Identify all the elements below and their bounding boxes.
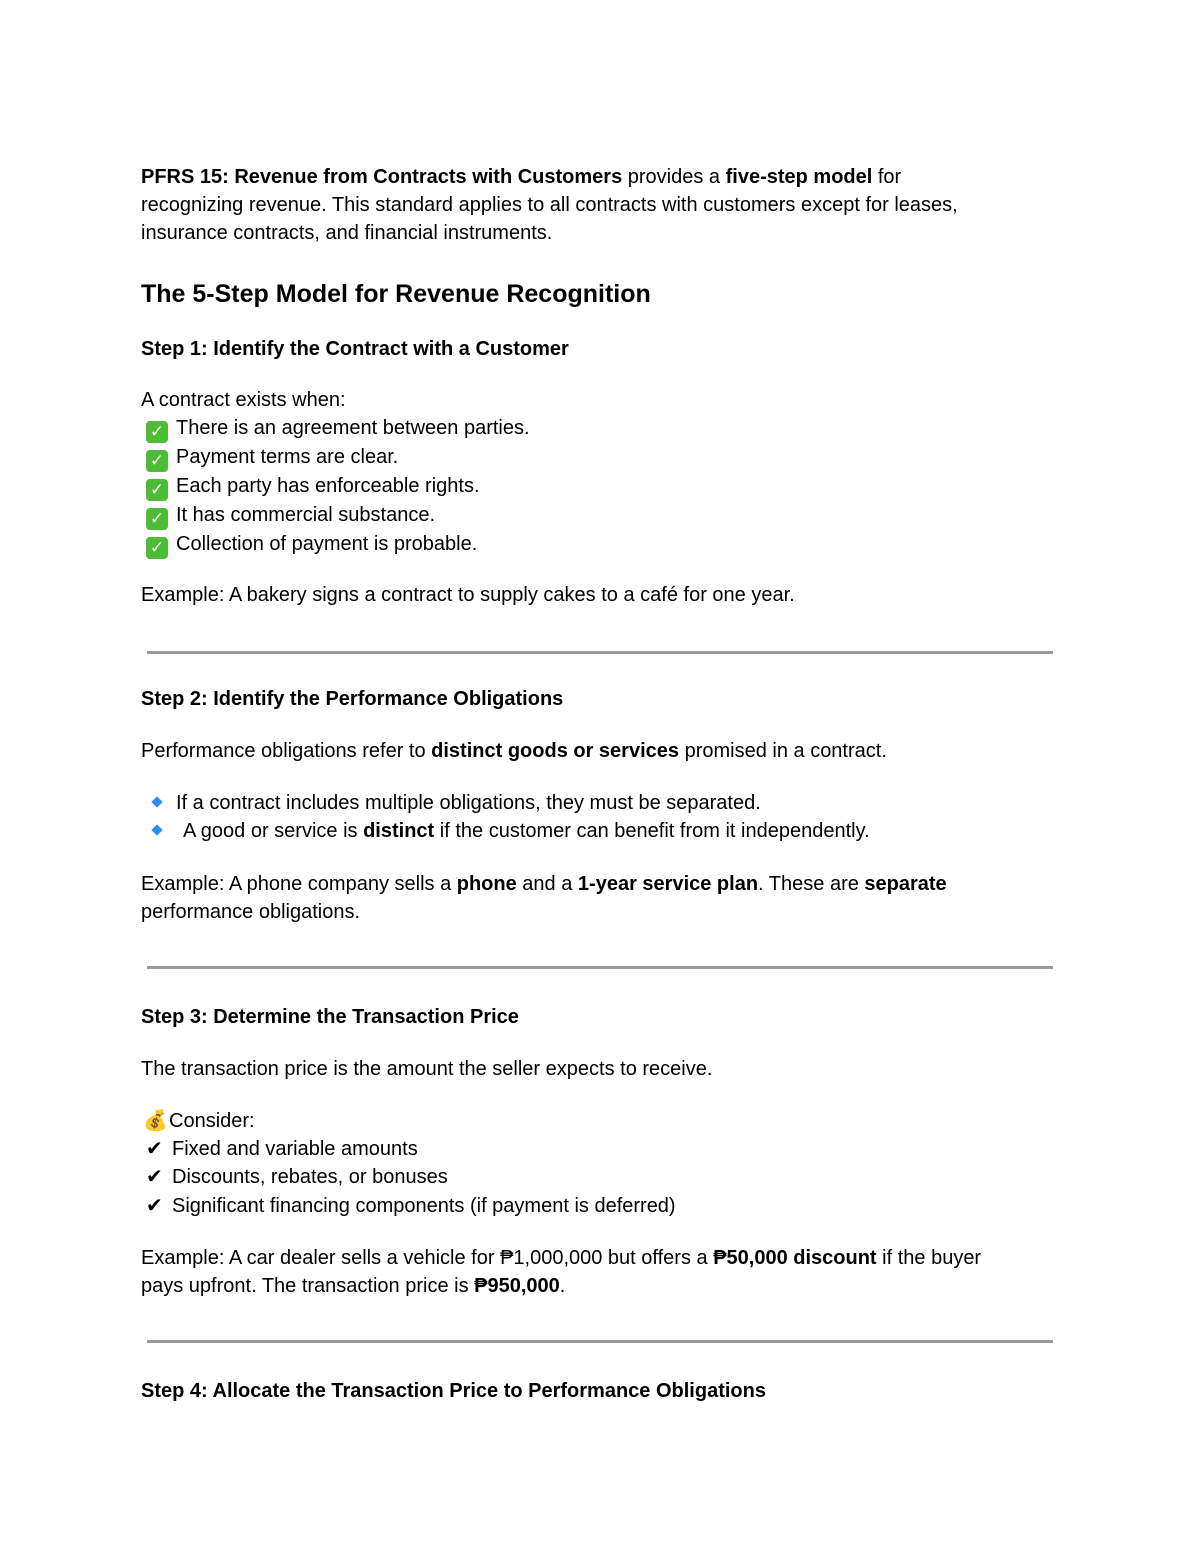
list-item-text: If a contract includes multiple obligations, they must be separated. bbox=[176, 792, 761, 814]
example-text: performance obligations. bbox=[141, 901, 361, 924]
example-text: and a bbox=[516, 873, 578, 895]
small-blue-diamond-icon bbox=[151, 825, 162, 836]
step1-title: Step 1: Identify the Contract with a Customer bbox=[141, 338, 569, 360]
small-blue-diamond-icon bbox=[151, 796, 162, 807]
list-item-bold: distinct bbox=[363, 820, 435, 843]
list-item-text: if the customer can benefit from it independently. bbox=[434, 820, 870, 843]
lead-bold: distinct goods or services bbox=[431, 740, 680, 762]
list-item bbox=[141, 530, 1061, 559]
list-item-text: Payment terms are clear. bbox=[176, 446, 399, 469]
intro-paragraph bbox=[141, 163, 1061, 248]
list-item-text: Fixed and variable amounts bbox=[172, 1138, 418, 1161]
list-item bbox=[141, 1192, 1061, 1220]
intro-model-bold: five-step model bbox=[725, 166, 873, 188]
list-item bbox=[141, 414, 1061, 443]
example-text: pays upfront. The transaction price is bbox=[141, 1275, 475, 1298]
list-item bbox=[141, 1135, 1061, 1163]
list-item bbox=[141, 1107, 1061, 1135]
example-text: if the buyer bbox=[876, 1247, 982, 1269]
example-text: . These are bbox=[758, 873, 865, 895]
intro-standard-name: PFRS 15: Revenue from Contracts with Customers bbox=[141, 166, 623, 188]
intro-text: for bbox=[872, 166, 902, 188]
step3-lead bbox=[141, 1055, 1061, 1083]
step2-example bbox=[141, 870, 1061, 926]
example-bold: phone bbox=[456, 873, 517, 895]
intro-text: provides a bbox=[622, 166, 726, 188]
example-text: Example: A bakery signs a contract to supply cakes to a café for one year. bbox=[141, 584, 795, 606]
money-bag-icon: 💰 bbox=[143, 1110, 168, 1132]
heavy-check-icon: ✔ bbox=[146, 1194, 163, 1217]
list-item-text: Consider: bbox=[169, 1110, 255, 1132]
step1-example bbox=[141, 581, 1061, 609]
example-bold: 1-year service plan bbox=[577, 873, 759, 895]
step3-list bbox=[141, 1107, 1061, 1220]
white-check-mark-icon: ✓ bbox=[146, 508, 168, 530]
white-check-mark-icon: ✓ bbox=[146, 479, 168, 501]
horizontal-rule bbox=[147, 651, 1053, 654]
step2-lead bbox=[141, 737, 1061, 765]
list-item bbox=[141, 501, 1061, 530]
example-bold: ₱50,000 discount bbox=[713, 1247, 877, 1269]
horizontal-rule bbox=[147, 1340, 1053, 1343]
list-item-text: Collection of payment is probable. bbox=[176, 533, 478, 556]
example-text: Example: A car dealer sells a vehicle for ₱1,000,000 but offers a bbox=[141, 1247, 714, 1269]
horizontal-rule bbox=[147, 966, 1053, 969]
list-item-text: Significant financing components (if payment is deferred) bbox=[172, 1194, 676, 1217]
intro-line-2: recognizing revenue. This standard applies to all contracts with customers except for leases, bbox=[141, 194, 958, 217]
white-check-mark-icon: ✓ bbox=[146, 450, 168, 472]
example-text: Example: A phone company sells a bbox=[141, 873, 457, 895]
lead-text: Performance obligations refer to bbox=[141, 740, 432, 762]
step4-title: Step 4: Allocate the Transaction Price to Performance Obligations bbox=[141, 1380, 766, 1402]
intro-line-3: insurance contracts, and financial instruments. bbox=[141, 222, 553, 245]
step2-title: Step 2: Identify the Performance Obligations bbox=[141, 688, 564, 710]
example-bold: ₱950,000 bbox=[474, 1275, 560, 1298]
example-text: . bbox=[559, 1275, 566, 1298]
step1-list bbox=[141, 386, 1061, 559]
list-item-text: Each party has enforceable rights. bbox=[176, 475, 480, 498]
step3-example bbox=[141, 1244, 1061, 1300]
list-item bbox=[141, 789, 1061, 817]
list-item-text: Discounts, rebates, or bonuses bbox=[172, 1166, 448, 1189]
list-item bbox=[141, 1163, 1061, 1191]
heavy-check-icon: ✔ bbox=[146, 1138, 163, 1161]
list-item-text: There is an agreement between parties. bbox=[176, 417, 530, 440]
white-check-mark-icon: ✓ bbox=[146, 421, 168, 443]
list-item bbox=[141, 817, 1061, 845]
list-item bbox=[141, 443, 1061, 472]
list-item bbox=[141, 472, 1061, 501]
main-heading: The 5-Step Model for Revenue Recognition bbox=[141, 280, 651, 308]
step2-bullets bbox=[141, 789, 1061, 845]
step3-title: Step 3: Determine the Transaction Price bbox=[141, 1006, 519, 1028]
lead-text: The transaction price is the amount the seller expects to receive. bbox=[141, 1058, 713, 1080]
list-item-text: It has commercial substance. bbox=[176, 504, 435, 527]
step1-lead: A contract exists when: bbox=[141, 389, 346, 411]
white-check-mark-icon: ✓ bbox=[146, 537, 168, 559]
lead-text: promised in a contract. bbox=[679, 740, 887, 762]
heavy-check-icon: ✔ bbox=[146, 1166, 163, 1189]
example-bold: separate bbox=[864, 873, 947, 895]
list-item-text: A good or service is bbox=[183, 820, 364, 843]
